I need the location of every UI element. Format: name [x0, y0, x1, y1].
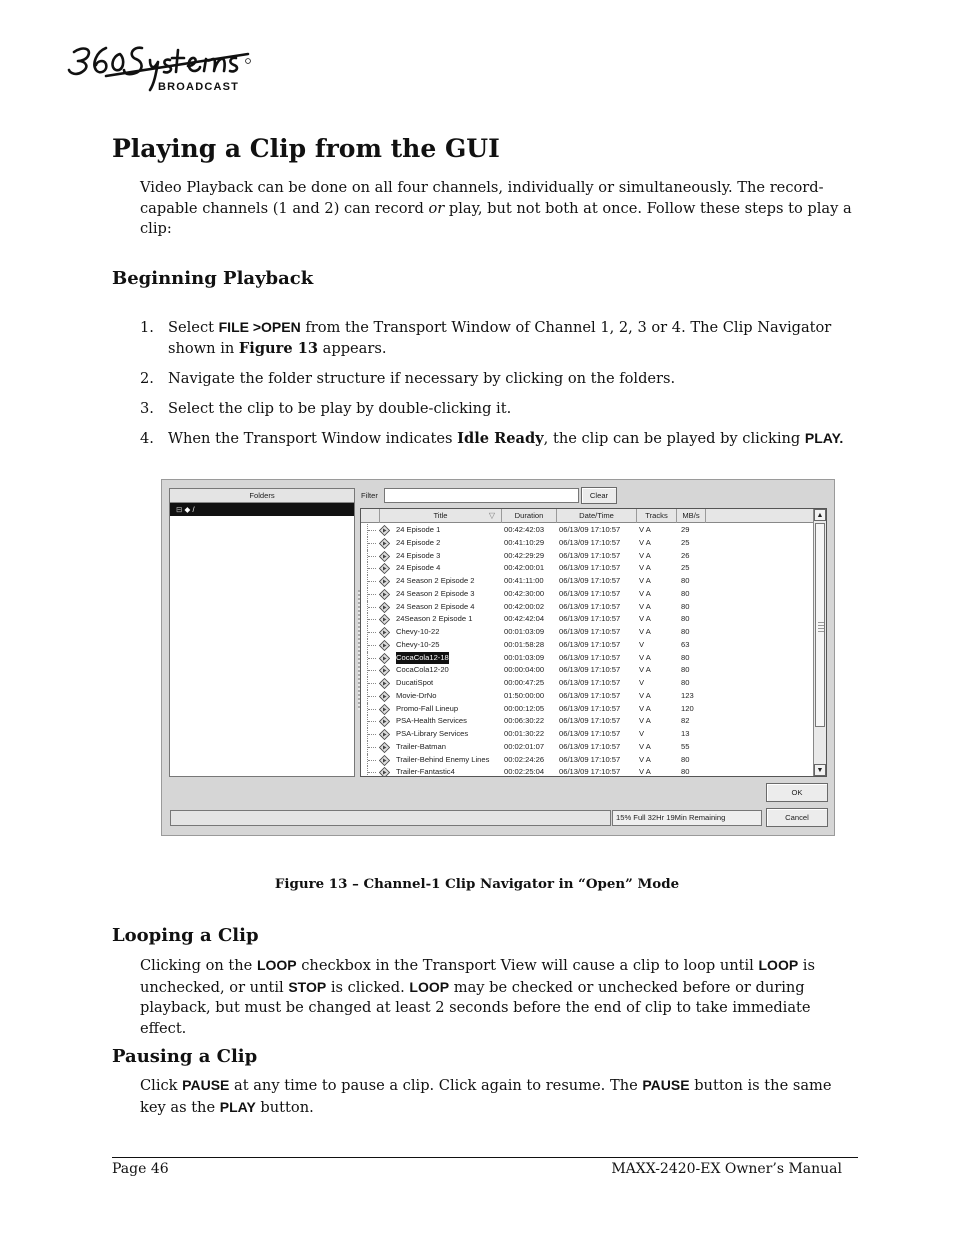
brand-logo [66, 40, 266, 100]
table-row[interactable] [361, 715, 814, 728]
table-row[interactable] [361, 652, 814, 665]
cell-datetime: 06/13/09 17:10:57 [559, 729, 621, 738]
clip-icon [379, 602, 390, 613]
cell-tracks: V A [639, 652, 651, 662]
brand-wordmark: BROADCAST [158, 81, 240, 93]
cell-title: 24 Episode 2 [396, 537, 441, 547]
cell-mbs: 80 [681, 665, 690, 675]
cell-datetime: 06/13/09 17:10:57 [559, 614, 621, 624]
tree-connector [367, 588, 379, 601]
clear-button[interactable]: Clear [581, 487, 617, 504]
cell-tracks: V A [639, 767, 651, 777]
folders-header[interactable]: Folders [170, 489, 354, 503]
cell-datetime: 06/13/09 17:10:57 [559, 639, 621, 649]
tree-connector [367, 524, 379, 537]
clip-icon [379, 538, 390, 549]
table-row[interactable] [361, 626, 814, 639]
cell-datetime: 06/13/09 17:10:57 [559, 741, 621, 751]
tree-expander-icon: ⊟ [176, 505, 183, 514]
beginning-playback-heading: Beginning Playback [112, 268, 314, 289]
cell-mbs: 25 [681, 563, 690, 573]
cell-datetime: 06/13/09 17:10:57 [559, 754, 621, 764]
table-row[interactable] [361, 537, 814, 550]
tree-connector [367, 677, 379, 690]
tree-connector [367, 766, 379, 777]
clip-icon [379, 589, 390, 600]
cell-datetime: 06/13/09 17:10:57 [559, 665, 621, 675]
vertical-scrollbar[interactable] [813, 509, 826, 776]
status-bar [170, 810, 611, 826]
sort-descending-icon: ▽ [488, 511, 495, 520]
tree-connector [367, 626, 379, 639]
cell-duration: 00:00:04:00 [504, 665, 545, 675]
cell-title: Chevy-10-22 [396, 627, 440, 636]
column-header-duration[interactable]: Duration [502, 509, 557, 523]
tree-connector [367, 652, 379, 665]
cell-mbs: 80 [681, 767, 690, 777]
cell-tracks: V A [639, 754, 651, 764]
cell-duration: 00:00:47:25 [504, 678, 545, 687]
list-item: 3. Select the clip to be play by double-clicking it. [140, 400, 512, 417]
cell-title: CocaCola12-18 [396, 652, 449, 665]
capacity-readout: 15% Full 32Hr 19Min Remaining [612, 810, 762, 826]
clip-icon [379, 627, 390, 638]
cell-duration: 00:02:24:26 [504, 754, 545, 764]
cell-duration: 00:00:12:05 [504, 703, 545, 713]
figure-caption: Figure 13 – Channel-1 Clip Navigator in “Open” Mode [274, 876, 680, 892]
cell-title: 24Season 2 Episode 1 [396, 614, 473, 624]
list-item: 1. Select FILE >OPEN from the Transport Window of Channel 1, 2, 3 or 4. The Clip Navigator shown in Figure 13 appears. [140, 319, 832, 357]
clip-table [360, 508, 827, 777]
cell-title: 24 Episode 3 [396, 550, 441, 560]
cell-tracks: V A [639, 614, 651, 624]
cell-datetime: 06/13/09 17:10:57 [559, 767, 621, 777]
cell-duration: 00:41:10:29 [504, 537, 545, 547]
cell-title: PSA-Library Services [396, 729, 469, 738]
column-header-mbs[interactable]: MB/s [677, 509, 706, 523]
clip-icon [379, 525, 390, 536]
clip-icon [379, 678, 390, 689]
cell-mbs: 29 [681, 525, 690, 534]
tree-connector [367, 754, 379, 767]
cell-mbs: 63 [681, 639, 690, 649]
clip-icon [379, 563, 390, 574]
table-row[interactable] [361, 690, 814, 703]
cell-title: 24 Season 2 Episode 3 [396, 588, 475, 598]
tree-connector [367, 715, 379, 728]
cell-duration: 00:02:25:04 [504, 767, 545, 777]
cell-title: Trailer-Behind Enemy Lines [396, 754, 490, 764]
looping-heading: Looping a Clip [112, 925, 259, 946]
cell-datetime: 06/13/09 17:10:57 [559, 627, 621, 636]
cell-title: DucatiSpot [396, 678, 434, 687]
cell-mbs: 80 [681, 652, 690, 662]
cell-tracks: V A [639, 716, 651, 726]
cell-datetime: 06/13/09 17:10:57 [559, 588, 621, 598]
cell-title: Chevy-10-25 [396, 639, 440, 649]
cell-datetime: 06/13/09 17:10:57 [559, 563, 621, 573]
page-number: Page 46 [112, 1161, 169, 1177]
clip-icon [379, 716, 390, 727]
cell-tracks: V A [639, 601, 651, 611]
cell-title: PSA-Health Services [396, 716, 467, 726]
clip-navigator-window [161, 479, 835, 836]
cell-tracks: V A [639, 588, 651, 598]
tree-connector [367, 562, 379, 575]
clip-icon [379, 665, 390, 676]
cell-duration: 00:41:11:00 [504, 576, 544, 585]
cell-datetime: 06/13/09 17:10:57 [559, 525, 621, 534]
cell-title: Trailer-Batman [396, 741, 446, 751]
cell-duration: 00:01:03:09 [504, 652, 545, 662]
cell-mbs: 120 [681, 703, 694, 713]
cell-duration: 00:01:03:09 [504, 627, 545, 636]
cell-tracks: V [639, 678, 645, 687]
folder-root-label: / [192, 505, 195, 514]
tree-connector [367, 537, 379, 550]
cell-title: Trailer-Fantastic4 [396, 767, 455, 777]
clip-icon [379, 576, 390, 587]
cell-mbs: 13 [681, 729, 690, 738]
cell-datetime: 06/13/09 17:10:57 [559, 690, 621, 700]
cell-datetime: 06/13/09 17:10:57 [559, 716, 621, 726]
pausing-paragraph: Click PAUSE at any time to pause a clip. Click again to resume. The PAUSE button is the same key as the PLAY button. [140, 1077, 832, 1116]
cell-duration: 00:42:42:03 [504, 525, 545, 534]
folder-icon: ◆ [184, 505, 191, 514]
cell-datetime: 06/13/09 17:10:57 [559, 652, 621, 662]
tree-connector [367, 690, 379, 703]
cell-tracks: V A [639, 576, 651, 585]
cell-duration: 00:42:00:02 [504, 601, 545, 611]
cell-title: Movie-DrNo [396, 690, 437, 700]
clip-icon [379, 767, 390, 777]
intro-paragraph: Video Playback can be done on all four channels, individually or simultaneously. The record-capable channels (1 and 2) can record or play, but not both at once. Follow these steps to play a clip: [140, 179, 852, 238]
cell-title: 24 Season 2 Episode 4 [396, 601, 475, 611]
cell-duration: 00:42:29:29 [504, 550, 545, 560]
table-row[interactable] [361, 575, 814, 588]
cell-tracks: V A [639, 627, 651, 636]
cell-tracks: V A [639, 537, 651, 547]
cell-tracks: V A [639, 741, 651, 751]
cell-title: CocaCola12-20 [396, 665, 449, 675]
filter-input[interactable] [384, 488, 579, 503]
page-title: Playing a Clip from the GUI [112, 134, 500, 163]
cell-mbs: 80 [681, 627, 690, 636]
cell-duration: 00:01:58:28 [504, 639, 545, 649]
cell-datetime: 06/13/09 17:10:57 [559, 576, 621, 585]
tree-connector [367, 728, 379, 741]
tree-connector [367, 550, 379, 563]
clip-icon [379, 742, 390, 753]
tree-connector [367, 703, 379, 716]
cell-mbs: 26 [681, 550, 690, 560]
cell-tracks: V A [639, 690, 651, 700]
manual-title: MAXX-2420-EX Owner’s Manual [611, 1161, 842, 1177]
cell-duration: 01:50:00:00 [504, 690, 545, 700]
cell-tracks: V A [639, 525, 651, 534]
list-item: 2. Navigate the folder structure if necessary by clicking on the folders. [140, 370, 676, 387]
table-row[interactable] [361, 741, 814, 754]
folder-root-row[interactable] [170, 503, 354, 516]
cell-mbs: 123 [681, 690, 694, 700]
table-row[interactable] [361, 677, 814, 690]
cell-duration: 00:42:30:00 [504, 588, 545, 598]
footer-divider [112, 1157, 858, 1158]
cancel-button[interactable]: Cancel [766, 808, 828, 827]
cell-tracks: V [639, 729, 645, 738]
clip-icon [379, 614, 390, 625]
table-row[interactable] [361, 588, 814, 601]
table-row[interactable] [361, 754, 814, 767]
column-header-datetime[interactable]: Date/Time [557, 509, 637, 523]
cell-mbs: 80 [681, 601, 690, 611]
cell-mbs: 80 [681, 614, 690, 624]
column-header-tracks[interactable]: Tracks [637, 509, 677, 523]
table-row[interactable] [361, 562, 814, 575]
list-item: 4. When the Transport Window indicates Idle Ready, the clip can be played by clicking PLAY. [140, 430, 844, 447]
table-row[interactable] [361, 550, 814, 563]
cell-mbs: 55 [681, 741, 690, 751]
looping-paragraph: Clicking on the LOOP checkbox in the Transport View will cause a clip to loop until LOOP is unchecked, or until STOP is clicked. LOOP may be checked or unchecked before or during playback, but must be changed at least 2 seconds before the end of clip to take immediate effect. [140, 957, 815, 1037]
cell-datetime: 06/13/09 17:10:57 [559, 601, 621, 611]
playback-steps-list [140, 317, 852, 458]
cell-datetime: 06/13/09 17:10:57 [559, 550, 621, 560]
cell-mbs: 80 [681, 576, 690, 585]
tree-connector [367, 575, 379, 588]
clip-table-body [361, 524, 814, 777]
cell-title: 24 Episode 1 [396, 525, 441, 534]
cell-datetime: 06/13/09 17:10:57 [559, 703, 621, 713]
cell-mbs: 82 [681, 716, 690, 726]
tree-connector [367, 601, 379, 614]
clip-icon [379, 704, 390, 715]
clip-icon [379, 691, 390, 702]
table-row[interactable] [361, 613, 814, 626]
pausing-heading: Pausing a Clip [112, 1046, 258, 1067]
cell-title: 24 Episode 4 [396, 563, 441, 573]
table-row[interactable] [361, 664, 814, 677]
header-spacer [361, 509, 380, 523]
table-row[interactable] [361, 703, 814, 716]
cell-datetime: 06/13/09 17:10:57 [559, 537, 621, 547]
cell-duration: 00:42:42:04 [504, 614, 545, 624]
tree-connector [367, 639, 379, 652]
cell-mbs: 80 [681, 588, 690, 598]
scrollbar-thumb[interactable] [815, 523, 825, 727]
cell-tracks: V A [639, 665, 651, 675]
folders-panel [169, 488, 355, 777]
clip-icon [379, 755, 390, 766]
clip-icon [379, 653, 390, 664]
cell-title: 24 Season 2 Episode 2 [396, 576, 475, 585]
table-row[interactable] [361, 524, 814, 537]
tree-connector [367, 664, 379, 677]
ok-button[interactable]: OK [766, 783, 828, 802]
table-row[interactable] [361, 728, 814, 741]
cell-datetime: 06/13/09 17:10:57 [559, 678, 621, 687]
cell-duration: 00:06:30:22 [504, 716, 545, 726]
clip-icon [379, 551, 390, 562]
cell-mbs: 80 [681, 754, 690, 764]
clip-icon [379, 640, 390, 651]
cell-duration: 00:02:01:07 [504, 741, 545, 751]
cell-duration: 00:01:30:22 [504, 729, 545, 738]
tree-connector [367, 741, 379, 754]
cell-tracks: V [639, 639, 645, 649]
table-row[interactable] [361, 601, 814, 614]
clip-icon [379, 729, 390, 740]
cell-mbs: 80 [681, 678, 690, 687]
table-row[interactable] [361, 766, 814, 777]
cell-tracks: V A [639, 550, 651, 560]
scroll-up-arrow-icon[interactable]: ▲ [814, 509, 826, 521]
column-header-title[interactable]: Title ▽ [380, 509, 502, 523]
cell-mbs: 25 [681, 537, 690, 547]
cell-title: Promo-Fall Lineup [396, 703, 459, 713]
cell-tracks: V A [639, 563, 651, 573]
grip-icon [818, 622, 824, 634]
table-row[interactable] [361, 639, 814, 652]
cell-duration: 00:42:00:01 [504, 563, 545, 573]
clip-table-header [361, 509, 814, 523]
cell-tracks: V A [639, 703, 651, 713]
tree-connector [367, 613, 379, 626]
filter-label: Filter [361, 491, 378, 500]
scroll-down-arrow-icon[interactable]: ▼ [814, 764, 826, 776]
